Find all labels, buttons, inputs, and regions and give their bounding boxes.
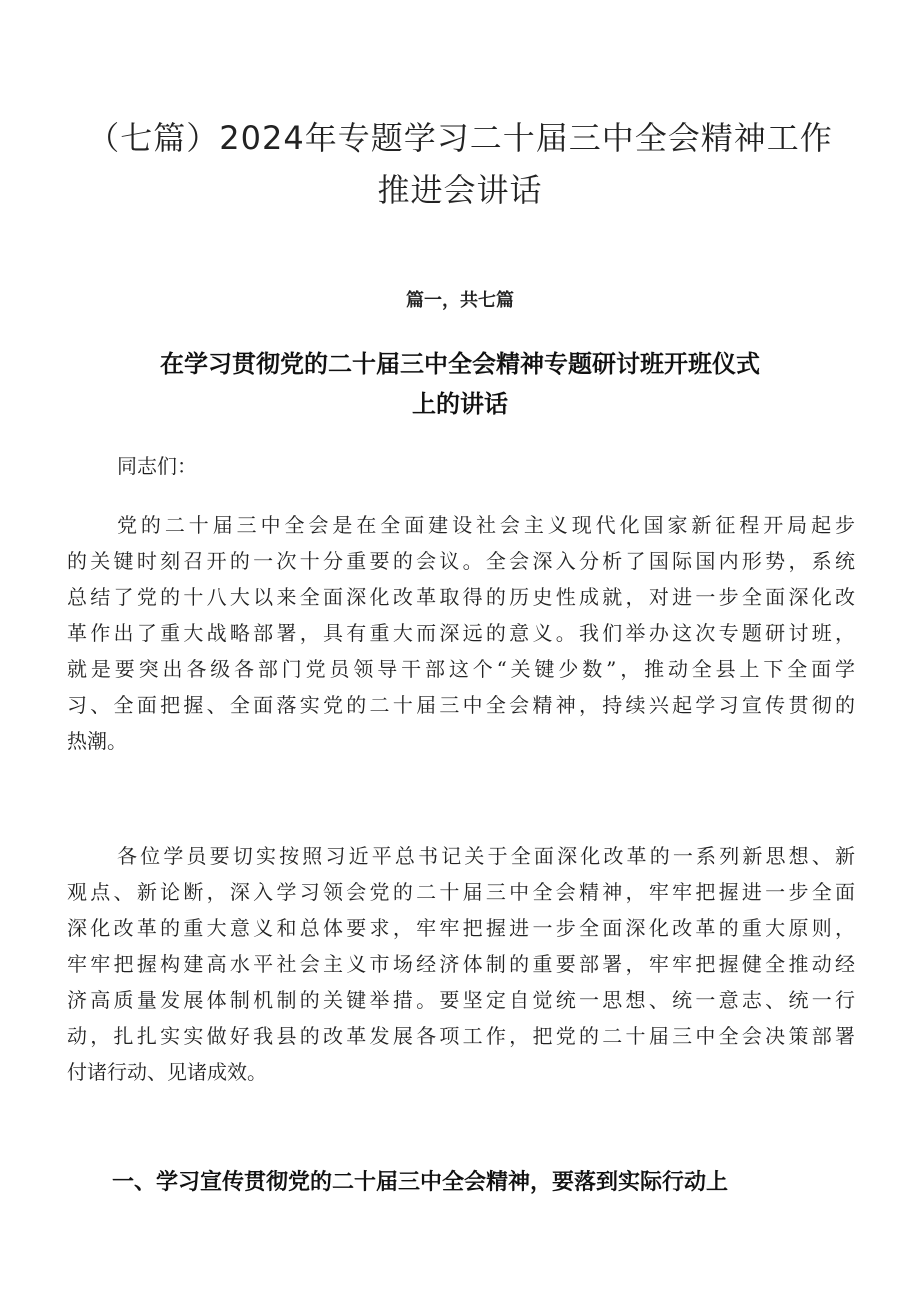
speech-title-line: 在学习贯彻党的二十届三中全会精神专题研讨班开班仪式 <box>160 350 760 378</box>
document-title-line: 推进会讲话 <box>377 171 543 209</box>
paragraph-line: 牢牢把握构建高水平社会主义市场经济体制的重要部署，牢牢把握健全推动经 <box>67 952 855 976</box>
paragraph-line: 各位学员要切实按照习近平总书记关于全面深化改革的一系列新思想、新 <box>117 844 855 868</box>
paragraph-line: 党的二十届三中全会是在全面建设社会主义现代化国家新征程开局起步 <box>117 513 855 537</box>
greeting: 同志们： <box>117 454 197 478</box>
document-title-line: （七篇）2024年专题学习二十届三中全会精神工作 <box>87 119 833 157</box>
document-title <box>60 112 860 216</box>
paragraph-line: 观点、新论断，深入学习领会党的二十届三中全会精神，牢牢把握进一步全面 <box>67 880 855 904</box>
paragraph-line: 革作出了重大战略部署，具有重大而深远的意义。我们举办这次专题研讨班， <box>67 621 855 645</box>
paragraph-line: 就是要突出各级各部门党员领导干部这个“关键少数”，推动全县上下全面学 <box>67 657 855 681</box>
paragraph-line: 热潮。 <box>67 729 127 753</box>
paragraph-line: 付诸行动、见诸成效。 <box>67 1060 267 1084</box>
paragraph-1 <box>67 507 855 759</box>
paragraph-line: 习、全面把握、全面落实党的二十届三中全会精神，持续兴起学习宣传贯彻的 <box>67 693 855 717</box>
speech-title-line: 上的讲话 <box>412 390 508 418</box>
speech-title <box>80 344 840 424</box>
section-heading-1: 一、学习宣传贯彻党的二十届三中全会精神，要落到实际行动上 <box>112 1170 729 1195</box>
paragraph-2 <box>67 838 855 1090</box>
paragraph-line: 深化改革的重大意义和总体要求，牢牢把握进一步全面深化改革的重大原则， <box>67 916 855 940</box>
section-label: 篇一，共七篇 <box>406 290 514 311</box>
paragraph-line: 济高质量发展体制机制的关键举措。要坚定自觉统一思想、统一意志、统一行 <box>67 988 855 1012</box>
paragraph-line: 的关键时刻召开的一次十分重要的会议。全会深入分析了国际国内形势，系统 <box>67 549 855 573</box>
paragraph-line: 动，扎扎实实做好我县的改革发展各项工作，把党的二十届三中全会决策部署 <box>67 1024 855 1048</box>
paragraph-line: 总结了党的十八大以来全面深化改革取得的历史性成就，对进一步全面深化改 <box>67 585 855 609</box>
